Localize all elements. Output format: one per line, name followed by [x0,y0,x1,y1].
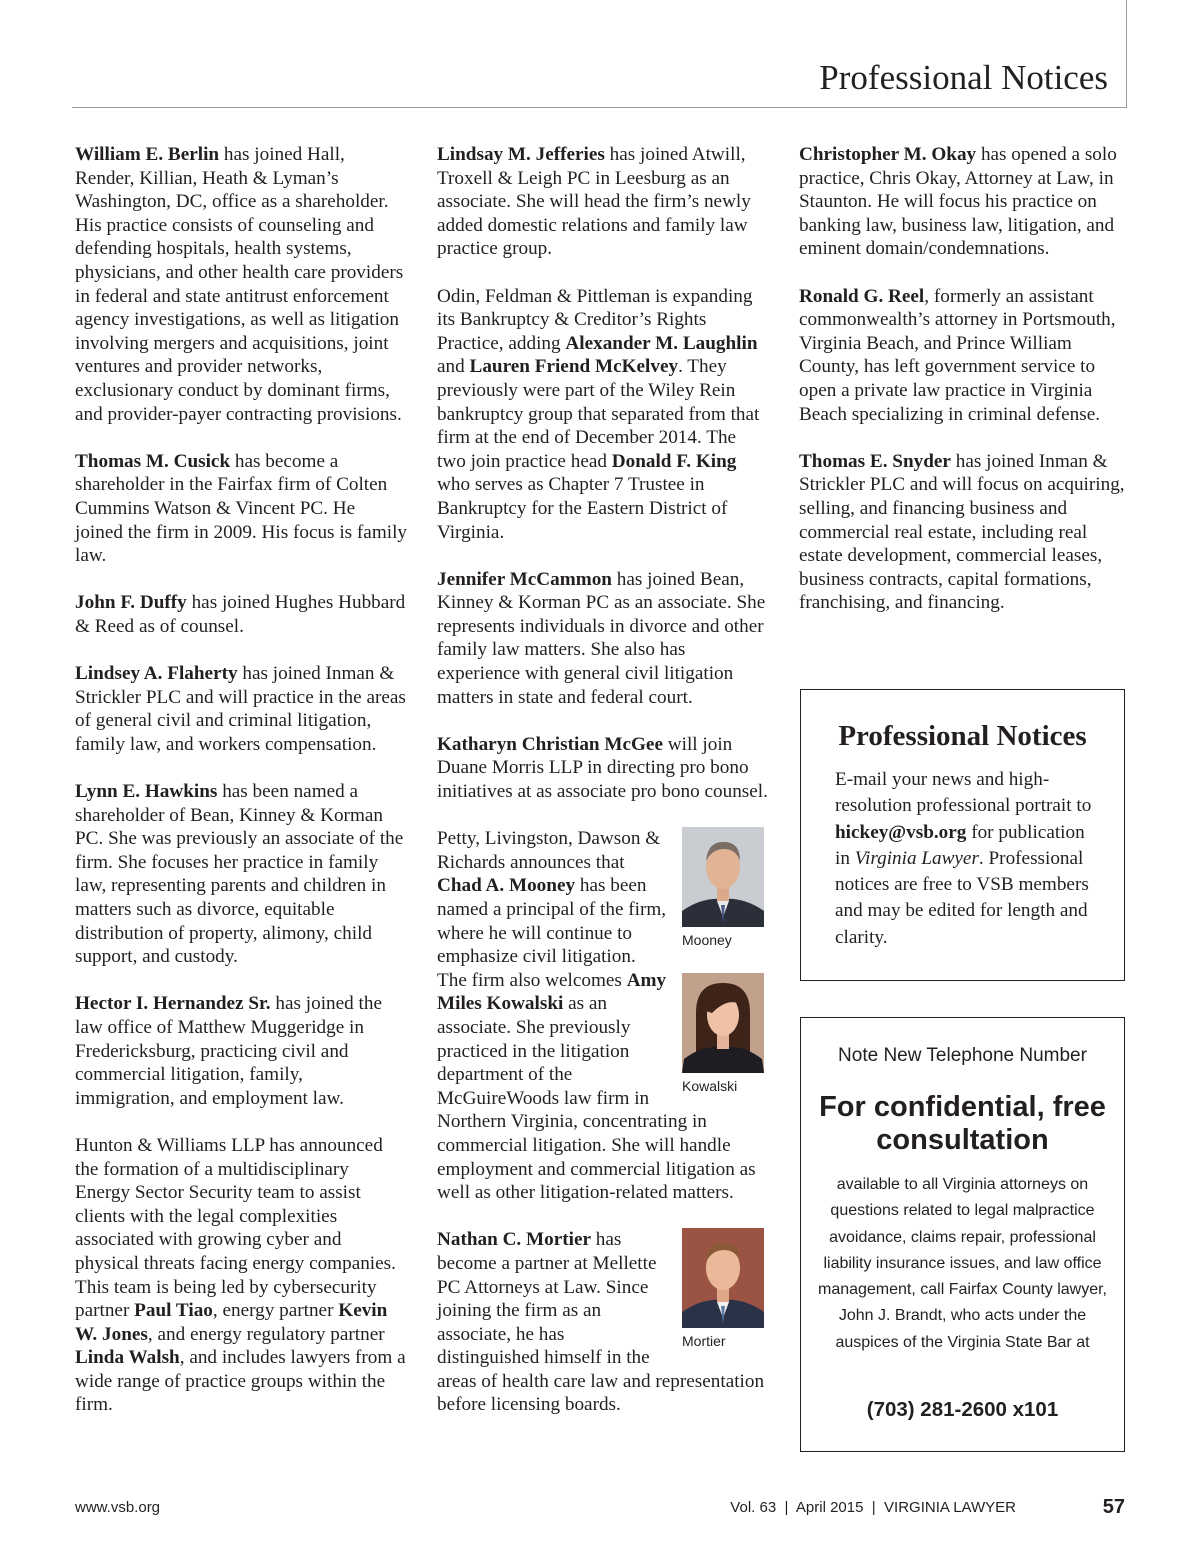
notice-cusick: Thomas M. Cusick has become a shareholder in the Fairfax firm of Colten Cummins Watson & Vincent PC. He joined the firm in 2009. His focus is family law. [75,450,408,567]
photo-caption: Mortier [682,1333,726,1350]
portrait-image [682,1228,764,1328]
notice-duffy: John F. Duffy has joined Hughes Hubbard & Reed as of counsel. [75,592,406,637]
ad-body: available to all Virginia attorneys on questions related to legal malpractice avoidance, claims repair, professional liability insurance issues, and law office management, call Fairfax County lawyer, John J. Brandt, who acts under the auspices of the Virginia State Bar at [817,1176,1107,1351]
section-title: Professional Notices [819,58,1108,97]
notice-name: Nathan C. Mortier [437,1229,591,1251]
notice-reel: Ronald G. Reel, formerly an assistant commonwealth’s attorney in Portsmouth, Virginia Beach, and Prince William County, has left government service to open a private law practice in Virginia Beach specializing in criminal defense. [799,285,1116,425]
footer-website[interactable]: www.vsb.org [75,1499,161,1516]
portrait-image [682,827,764,927]
box-title: Professional Notices [838,720,1087,752]
notice-name: Thomas M. Cusick [75,450,231,472]
portrait-mortier [682,1228,764,1328]
notice-name: Lindsey A. Flaherty [75,663,238,685]
notice-name: Hector I. Hernandez Sr. [75,993,271,1015]
notice-mccammon: Jennifer McCammon has joined Bean, Kinney & Korman PC as an associate. She represents individuals in divorce and other family law matters. She also has experience with general civil litigation matters in state and federal court. [437,568,766,708]
notice-name: Chad A. Mooney [437,875,576,897]
notice-hawkins: Lynn E. Hawkins has been named a shareholder of Bean, Kinney & Korman PC. She was previously an associate of the firm. She focuses her practice in family law, representing parents and children in matters such as divorce, equitable distribution of property, alimony, child support, and custody. [75,781,404,968]
notice-odin: Odin, Feldman & Pittleman is expanding its Bankruptcy & Creditor’s Rights Practice, adding Alexander M. Laughlin and Lauren Friend McKelvey. They previously were part of the Wiley Rein bankruptcy group that separated from that firm at the end of December 2014. The two join practice head Donald F. King who serves as Chapter 7 Trustee in Bankruptcy for the Eastern District of Virginia. [437,285,760,543]
publication-name: Virginia Lawyer [854,847,979,869]
notice-snyder: Thomas E. Snyder has joined Inman & Strickler PLC and will focus on acquiring, selling, and financing business and commercial real estate, including real estate development, commercial leases, business contracts, capital formations, franchising, and financing. [799,450,1125,614]
photo-mortier [682,1228,764,1350]
notice-name: Linda Walsh [75,1347,180,1369]
box-body: E-mail your news and high-resolution professional portrait to hickey@vsb.org for publication in Virginia Lawyer. Professional notices are free to VSB members and may be edited for length and clarity. [835,769,1092,948]
ad-kicker: Note New Telephone Number [838,1045,1087,1066]
email-link[interactable]: hickey@vsb.org [835,821,967,843]
notice-petty: Mooney Petty, Livingston, Dawson & Richards announces that Chad A. Mooney has been named a principal of the firm, where he will continue to emphasize civil litigation. The firm also welcomes Kowalski Amy Miles Kowalski as an associate. She previously practiced in the litigation department of the McGuireWoods law firm in Northern Virginia, concentrating in commercial litigation. She will handle employment and commercial litigation as well as other litigation-related matters. [437,827,769,1205]
notice-name: Thomas E. Snyder [799,450,951,472]
notice-name: Katharyn Christian McGee [437,733,663,755]
notice-mortier: Mortier Nathan C. Mortier has become a partner at Mellette PC Attorneys at Law. Since joining the firm as an associate, he has distinguished himself in the areas of health care law and representation before licensing boards. [437,1229,765,1416]
notice-name: John F. Duffy [75,592,187,614]
notice-okay: Christopher M. Okay has opened a solo practice, Chris Okay, Attorney at Law, in Staunton. He will focus his practice on banking law, business law, litigation, and eminent domain/condemnations. [799,144,1117,260]
notice-name: Donald F. King [611,450,737,472]
column-1 [75,143,407,1441]
notice-submission-box [800,689,1125,981]
notice-hernandez: Hector I. Hernandez Sr. has joined the law office of Matthew Muggeridge in Fredericksburg, practicing civil and commercial litigation, family, immigration, and employment law. [75,993,382,1109]
footer-issue: Vol. 63 | April 2015 | VIRGINIA LAWYER [730,1499,1016,1516]
column-3 [799,143,1129,638]
notice-name: William E. Berlin [75,144,220,165]
portrait-mooney [682,827,764,927]
notice-name: Jennifer McCammon [437,568,612,590]
notice-mcgee: Katharyn Christian McGee will join Duane Morris LLP in directing pro bono initiatives at as associate pro bono counsel. [437,733,768,803]
photo-kowalski [682,973,764,1095]
column-2 [437,143,769,1441]
ad-headline: For confidential, free consultation [819,1091,1106,1156]
notice-name: Lynn E. Hawkins [75,781,218,803]
notice-hunton: Hunton & Williams LLP has announced the formation of a multidisciplinary Energy Sector Security team to assist clients with the legal complexities associated with growing cyber and physical threats facing energy companies. This team is being led by cybersecurity partner Paul Tiao, energy partner Kevin W. Jones, and energy regulatory partner Linda Walsh, and includes lawyers from a wide range of practice groups within the firm. [75,1134,406,1416]
notice-name: Kevin W. Jones [75,1300,388,1345]
portrait-kowalski [682,973,764,1073]
portrait-image [682,973,764,1073]
photo-mooney [682,827,764,949]
photo-caption: Kowalski [682,1077,738,1094]
notice-name: Paul Tiao [134,1300,213,1322]
page-number: 57 [1102,1496,1125,1518]
photo-caption: Mooney [682,932,732,949]
notice-name: Ronald G. Reel [799,285,925,307]
notice-name: Lindsay M. Jefferies [437,144,605,165]
header-rule [72,107,1127,108]
notice-jefferies: Lindsay M. Jefferies has joined Atwill, Troxell & Leigh PC in Leesburg as an associate. She will head the firm’s newly added domestic relations and family law practice group. [437,144,751,260]
notice-name: Lauren Friend McKelvey [469,356,679,378]
consultation-ad-box [800,1017,1125,1452]
notice-name: Christopher M. Okay [799,144,977,165]
header-vertical-rule [1126,0,1127,108]
notice-name: Alexander M. Laughlin [565,332,758,354]
notice-name: Amy Miles Kowalski [437,969,667,1015]
notice-flaherty: Lindsey A. Flaherty has joined Inman & Strickler PLC and will practice in the areas of general civil and criminal litigation, family law, and workers compensation. [75,663,406,755]
notice-berlin: William E. Berlin has joined Hall, Render, Killian, Heath & Lyman’s Washington, DC, office as a shareholder. His practice consists of counseling and defending hospitals, health systems, physicians, and other health care providers in federal and state antitrust enforcement agency investigations, as well as litigation involving mergers and acquisitions, joint ventures and provider networks, exclusionary conduct by dominant firms, and provider-payer contracting provisions. [75,144,404,425]
ad-phone: (703) 281-2600 x101 [866,1398,1059,1421]
